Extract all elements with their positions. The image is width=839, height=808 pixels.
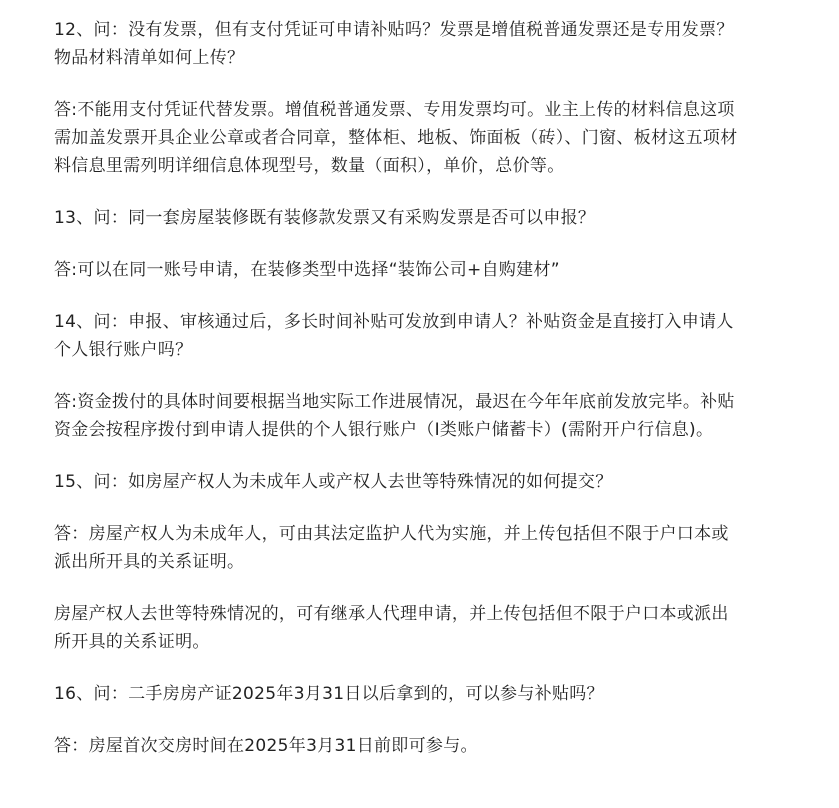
paragraph-gap [54,576,744,600]
answer-15-deceased: 房屋产权人去世等特殊情况的，可有继承人代理申请，并上传包括但不限于户口本或派出所开具的关系证明。 [54,604,729,652]
answer-14: 答:资金拨付的具体时间要根据当地实际工作进展情况，最迟在今年年底前发放完毕。补贴资金会按程序拨付到申请人提供的个人银行账户（I类账户储蓄卡）(需附开户行信息)。 [54,392,735,440]
paragraph-gap [54,444,744,468]
paragraph-gap [54,180,744,204]
paragraph-gap [54,708,744,732]
faq-article [54,16,744,760]
paragraph-gap [54,72,744,96]
paragraph-gap [54,232,744,256]
answer-16: 答：房屋首次交房时间在2025年3月31日前即可参与。 [54,736,478,756]
answer-13: 答:可以在同一账号申请，在装修类型中选择“装饰公司+自购建材” [54,260,560,280]
question-16: 16、问：二手房房产证2025年3月31日以后拿到的，可以参与补贴吗？ [54,684,604,704]
question-12: 12、问：没有发票，但有支付凭证可申请补贴吗？发票是增值税普通发票还是专用发票？物品材料清单如何上传？ [54,20,734,68]
answer-15-minor: 答：房屋产权人为未成年人，可由其法定监护人代为实施，并上传包括但不限于户口本或派出所开具的关系证明。 [54,524,729,572]
paragraph-gap [54,496,744,520]
paragraph-gap [54,284,744,308]
question-13: 13、问：同一套房屋装修既有装修款发票又有采购发票是否可以申报？ [54,208,596,228]
question-14: 14、问：申报、审核通过后，多长时间补贴可发放到申请人？补贴资金是直接打入申请人个人银行账户吗？ [54,312,734,360]
answer-12: 答:不能用支付凭证代替发票。增值税普通发票、专用发票均可。业主上传的材料信息这项需加盖发票开具企业公章或者合同章，整体柜、地板、饰面板（砖）、门窗、板材这五项材料信息里需列明详细信息体现型号，数量（面积），单价，总价等。 [54,100,738,176]
paragraph-gap [54,656,744,680]
question-15: 15、问：如房屋产权人为未成年人或产权人去世等特殊情况的如何提交？ [54,472,613,492]
paragraph-gap [54,364,744,388]
